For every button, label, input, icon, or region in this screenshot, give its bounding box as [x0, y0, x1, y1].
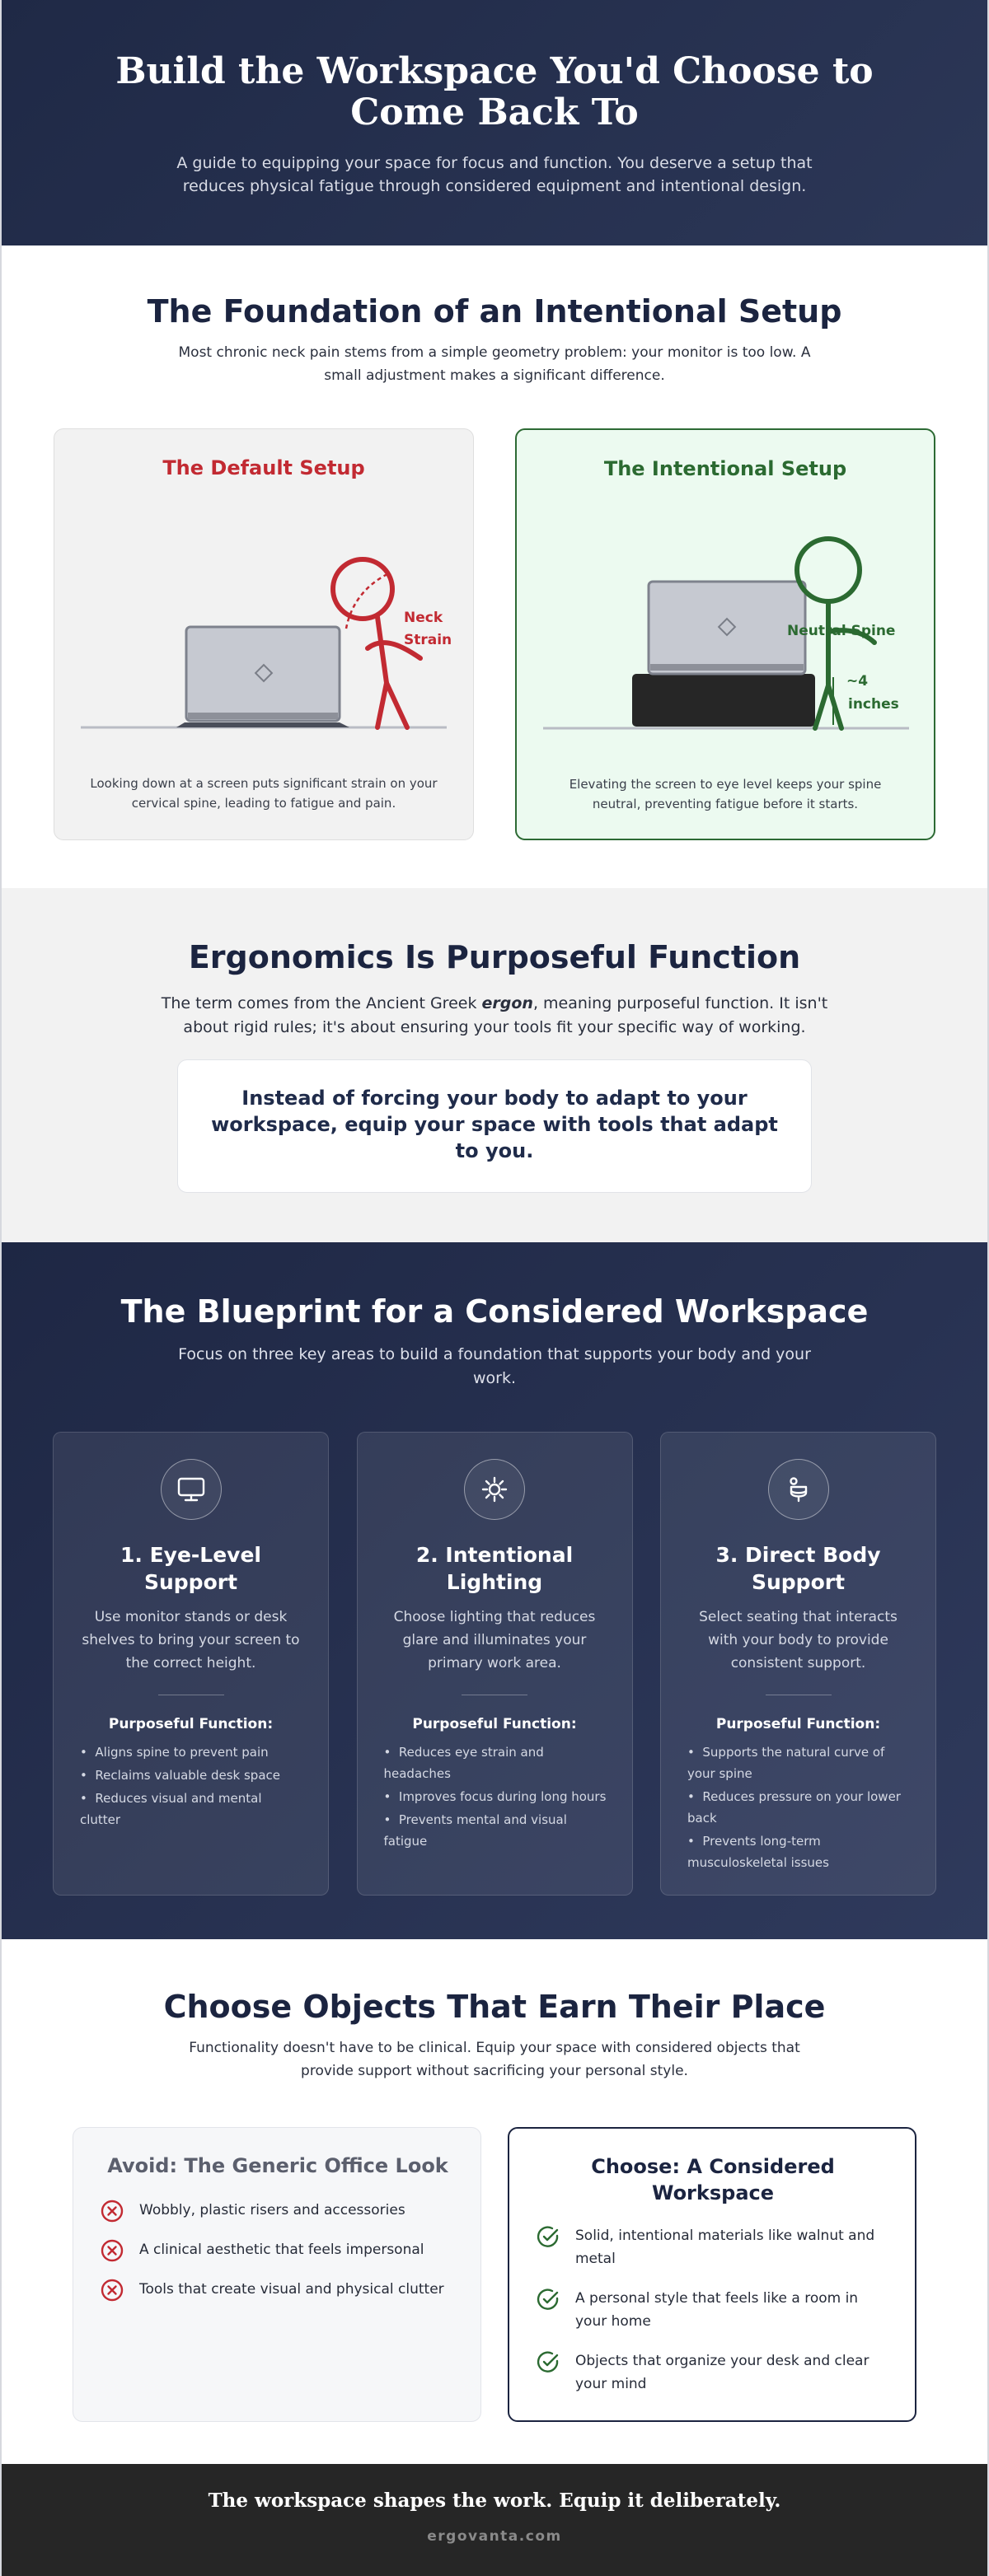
ergonomics-section — [2, 888, 987, 1242]
list-item: • Reduces eye strain and headaches — [383, 1745, 544, 1781]
ergonomics-quote-box — [177, 1059, 812, 1193]
purposeful-function-label: Purposeful Function: — [715, 1716, 881, 1732]
intentional-setup-caption: Elevating the screen to eye level keeps your spine neutral, preventing fatigue before it starts. — [569, 777, 882, 811]
blueprint-card-body-support — [660, 1432, 936, 1896]
check-circle-icon — [536, 2349, 560, 2374]
intentional-setup-illustration — [517, 512, 937, 760]
list-item: • Aligns spine to prevent pain — [80, 1745, 269, 1760]
avoid-item: A clinical aesthetic that feels impersonal — [100, 2238, 456, 2263]
list-item: • Prevents long-term musculoskeletal issues — [687, 1834, 829, 1870]
seat-icon — [768, 1459, 829, 1520]
list-item: • Reduces pressure on your lower back — [687, 1789, 901, 1826]
blueprint-card-title: 3. Direct Body Support — [715, 1543, 881, 1594]
footer-tagline: The workspace shapes the work. Equip it deliberately. — [208, 2490, 781, 2512]
footer-site-link[interactable]: ergovanta.com — [427, 2528, 562, 2545]
ergonomics-quote: Instead of forcing your body to adapt to your workspace, equip your space with tools that adapt to you. — [211, 1087, 778, 1162]
function-list — [687, 1741, 911, 1873]
neck-strain-label-1: Neck — [404, 610, 443, 626]
neck-strain-label-2: Strain — [404, 632, 452, 648]
height-label-2: inches — [848, 696, 899, 713]
avoid-card — [73, 2127, 481, 2422]
foundation-title: The Foundation of an Intentional Setup — [147, 293, 842, 330]
ergonomics-description — [140, 992, 849, 1040]
hero-section — [2, 0, 987, 245]
blueprint-card-description: Use monitor stands or desk shelves to bring your screen to the correct height. — [82, 1609, 300, 1671]
default-setup-title: The Default Setup — [162, 456, 365, 479]
avoid-list — [100, 2199, 456, 2303]
check-circle-icon — [536, 2287, 560, 2312]
ergonomics-text-after: , meaning purposeful function. It isn't about rigid rules; it's about ensuring your tools fit your specific way of working. — [183, 994, 828, 1036]
blueprint-section — [2, 1242, 987, 1939]
monitor-icon — [161, 1459, 222, 1520]
ergon-term: ergon — [481, 994, 533, 1012]
foundation-subtitle: Most chronic neck pain stems from a simple geometry problem: your monitor is too low. A small adjustment makes a significant difference. — [178, 344, 811, 384]
list-item: • Reclaims valuable desk space — [80, 1768, 280, 1783]
height-label-1: ~4 — [846, 673, 869, 690]
laptop-screen — [186, 627, 340, 721]
list-item: • Prevents mental and visual fatigue — [383, 1812, 567, 1849]
choose-list — [536, 2224, 890, 2396]
default-setup-card — [54, 428, 474, 840]
choose-card — [508, 2127, 916, 2422]
blueprint-card-description: Choose lighting that reduces glare and illuminates your primary work area. — [393, 1609, 596, 1671]
intentional-setup-card — [515, 428, 935, 840]
blueprint-cards — [53, 1432, 936, 1896]
blueprint-subtitle: Focus on three key areas to build a foundation that supports your body and your work. — [178, 1345, 811, 1387]
objects-title: Choose Objects That Earn Their Place — [163, 1989, 826, 2025]
ergonomics-title: Ergonomics Is Purposeful Function — [188, 939, 801, 975]
avoid-item: Wobbly, plastic risers and accessories — [100, 2199, 456, 2223]
purposeful-function-label: Purposeful Function: — [412, 1716, 577, 1732]
footer — [2, 2464, 987, 2576]
laptop-base — [176, 722, 349, 727]
setup-comparison — [54, 428, 935, 840]
monitor-riser — [632, 674, 815, 727]
objects-subtitle: Functionality doesn't have to be clinical. Equip your space with considered objects that provide support without sacrificing your personal style. — [189, 2040, 800, 2079]
list-item: • Reduces visual and mental clutter — [80, 1791, 262, 1827]
neutral-spine-label: Neutral Spine — [787, 623, 896, 639]
choose-item: Objects that organize your desk and clear your mind — [536, 2349, 890, 2396]
blueprint-card-description: Select seating that interacts with your body to provide consistent support. — [699, 1609, 898, 1671]
choose-item: A personal style that feels like a room in your home — [536, 2287, 890, 2333]
default-setup-illustration — [54, 512, 475, 759]
default-setup-caption: Looking down at a screen puts significant strain on your cervical spine, leading to fatigue and pain. — [90, 776, 438, 811]
blueprint-card-eye-level — [53, 1432, 329, 1896]
objects-comparison — [73, 2127, 916, 2422]
function-list — [384, 1741, 607, 1852]
purposeful-function-label: Purposeful Function: — [108, 1716, 274, 1732]
blueprint-card-title: 1. Eye-Level Support — [120, 1543, 261, 1594]
ergonomics-text-before: The term comes from the Ancient Greek — [161, 994, 482, 1012]
avoid-item: Tools that create visual and physical clutter — [100, 2278, 456, 2303]
intentional-setup-title: The Intentional Setup — [603, 457, 847, 480]
blueprint-title: The Blueprint for a Considered Workspace — [120, 1293, 869, 1330]
choose-item: Solid, intentional materials like walnut and metal — [536, 2224, 890, 2270]
objects-section — [2, 1939, 987, 2464]
list-item: • Improves focus during long hours — [383, 1789, 607, 1804]
hero-title: Build the Workspace You'd Choose to Come Back To — [115, 50, 874, 133]
check-circle-icon — [536, 2224, 560, 2249]
x-circle-icon — [100, 2238, 124, 2263]
x-circle-icon — [100, 2278, 124, 2303]
function-list — [80, 1741, 303, 1830]
avoid-title: Avoid: The Generic Office Look — [107, 2154, 448, 2177]
hero-subtitle: A guide to equipping your space for focus and function. You deserve a setup that reduces physical fatigue through considered equipment and intentional design. — [176, 154, 813, 195]
blueprint-card-lighting — [357, 1432, 633, 1896]
laptop-screen — [649, 582, 805, 674]
foundation-section — [2, 245, 987, 888]
blueprint-card-title: 2. Intentional Lighting — [415, 1543, 574, 1594]
list-item: • Supports the natural curve of your spine — [687, 1745, 885, 1781]
x-circle-icon — [100, 2199, 124, 2223]
choose-title: Choose: A Considered Workspace — [591, 2155, 835, 2204]
light-icon — [464, 1459, 525, 1520]
